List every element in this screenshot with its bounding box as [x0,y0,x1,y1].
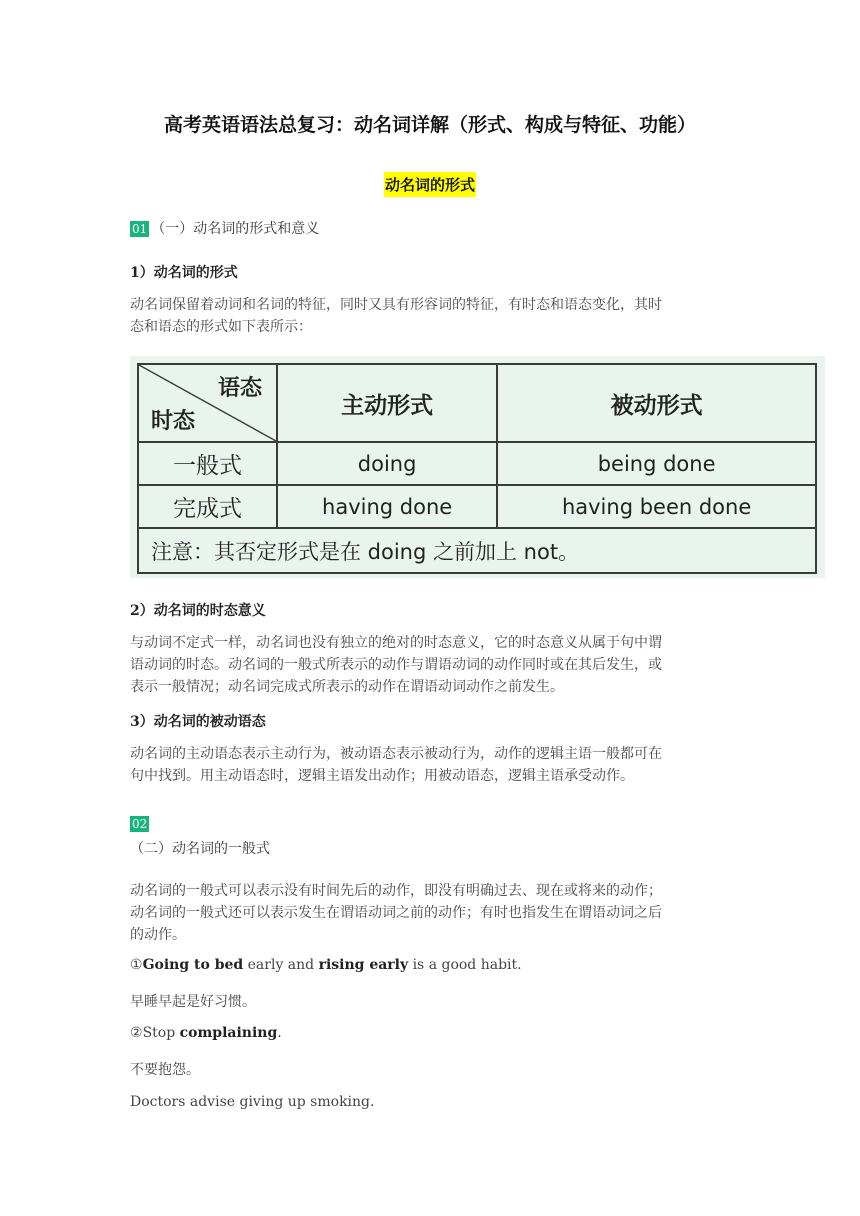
example-1-bold-2: rising early [318,957,409,973]
item-2-paragraph [130,632,740,698]
cell-active: doing [277,442,497,485]
gerund-forms-table [137,363,817,574]
example-1-translation: 早睡早起是好习惯。 [130,994,256,1010]
item-2-line-3: 表示一般情况；动名词完成式所表示的动作在谓语动词动作之前发生。 [130,679,564,695]
example-2-translation: 不要抱怨。 [130,1062,200,1078]
item-1-heading: 1）动名词的形式 [130,265,238,281]
section-1-label: （一）动名词的形式和意义 [151,221,320,237]
item-2-line-2: 语动词的时态。动名词的一般式所表示的动作与谓语动词的动作同时或在其后发生，或 [130,657,662,673]
item-2-heading: 2）动名词的时态意义 [130,603,266,619]
section-2-line-3: 的动作。 [130,927,186,943]
example-2-marker: ② [130,1025,143,1041]
example-1 [130,957,522,973]
example-2-bold: complaining [179,1025,278,1041]
row-label: 完成式 [138,485,277,528]
section-2-line-2: 动名词的一般式还可以表示发生在谓语动词之前的动作；有时也指发生在谓语动词之后 [130,905,662,921]
section-1-number-badge: 01 [132,222,148,236]
highlighted-subheading: 动名词的形式 [384,172,476,197]
section-2-line-1: 动名词的一般式可以表示没有时间先后的动作，即没有明确过去、现在或将来的动作； [130,883,662,899]
example-1-mid: early and [243,957,319,973]
section-2-label: （二）动名词的一般式 [130,841,270,857]
example-2 [130,1025,282,1041]
section-2-badge-line [130,816,151,832]
example-2-end: . [277,1025,282,1041]
table-corner-cell [138,364,277,442]
page-title: 高考英语语法总复习：动名词详解（形式、构成与特征、功能） [163,114,696,136]
item-3-line-2: 句中找到。用主动语态时，逻辑主语发出动作；用被动语态，逻辑主语承受动作。 [130,768,634,784]
item-1-line-1: 动名词保留着动词和名词的特征，同时又具有形容词的特征，有时态和语态变化，其时 [130,297,662,313]
corner-top-label: 语态 [217,376,262,401]
example-1-marker: ① [130,957,143,973]
section-2-paragraph [130,880,740,946]
example-1-end: is a good habit. [408,957,522,973]
example-2-start: Stop [142,1025,180,1041]
subheading-wrapper [0,172,860,197]
section-2-number-badge: 02 [132,817,148,831]
item-1-line-2: 态和语态的形式如下表所示： [130,319,312,335]
item-3-paragraph [130,743,740,787]
header-passive: 被动形式 [497,364,816,442]
item-2-line-1: 与动词不定式一样，动名词也没有独立的绝对的时态意义，它的时态意义从属于句中谓 [130,635,662,651]
item-3-heading: 3）动名词的被动语态 [130,714,266,730]
table-row [138,485,816,528]
table-note: 注意：其否定形式是在 doing 之前加上 not。 [138,528,816,573]
item-3-line-1: 动名词的主动语态表示主动行为，被动语态表示被动行为，动作的逻辑主语一般都可在 [130,746,662,762]
item-1-paragraph [130,294,740,338]
example-3: Doctors advise giving up smoking. [130,1094,375,1110]
cell-passive: having been done [497,485,816,528]
row-label: 一般式 [138,442,277,485]
gerund-forms-table-image [130,356,825,578]
cell-passive: being done [497,442,816,485]
corner-bottom-label: 时态 [151,409,196,434]
table-row [138,442,816,485]
section-1-heading [130,218,319,238]
cell-active: having done [277,485,497,528]
example-1-bold-1: Going to bed [142,957,244,973]
header-active: 主动形式 [277,364,497,442]
